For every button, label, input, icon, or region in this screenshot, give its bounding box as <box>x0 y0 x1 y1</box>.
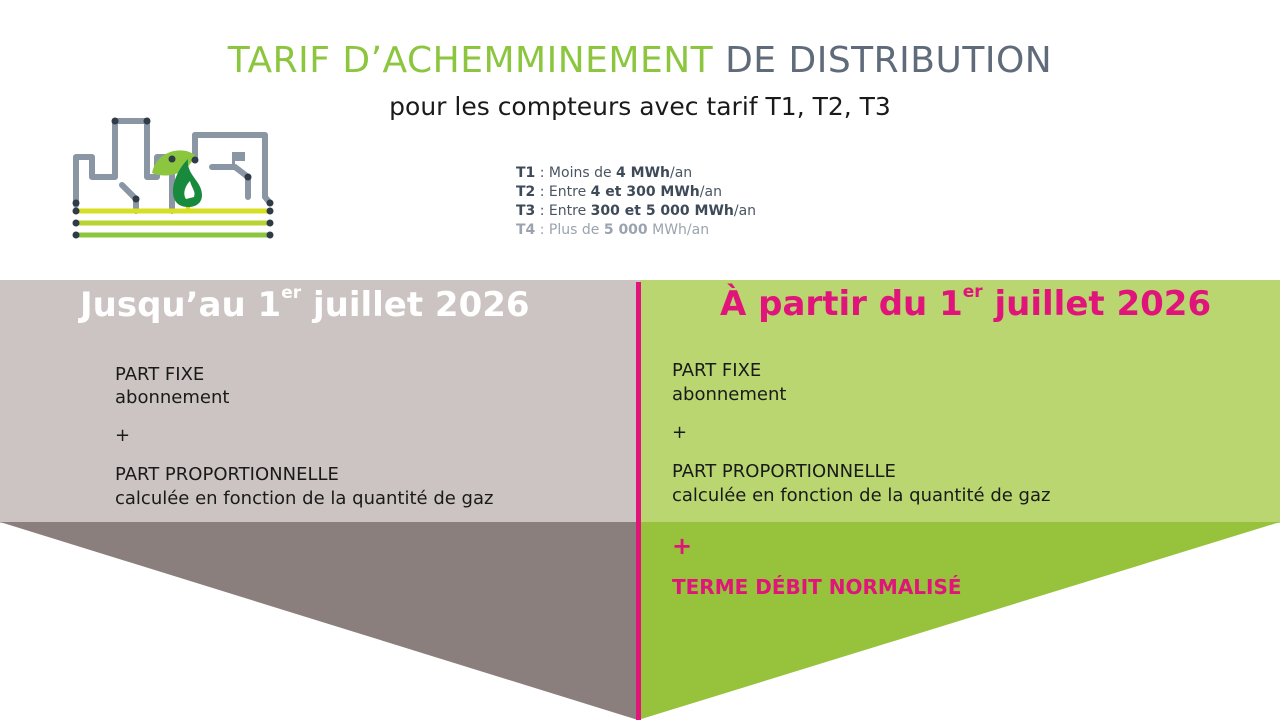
left-plus: + <box>115 425 131 446</box>
left-funnel-triangle <box>0 522 638 720</box>
left-part-prop-desc: calculée en fonction de la quantité de gaz <box>115 488 494 509</box>
page-title <box>0 40 1280 81</box>
legend-row-t1: T1 : Moins de 4 MWh/an <box>516 165 693 181</box>
page-subtitle: pour les compteurs avec tarif T1, T2, T3 <box>389 92 891 121</box>
right-part-fixe-label: PART FIXE <box>672 360 762 381</box>
center-divider <box>636 282 641 720</box>
left-part-fixe-label: PART FIXE <box>115 364 205 385</box>
right-plus: + <box>672 422 688 443</box>
city-gas-network-icon <box>70 115 280 245</box>
legend-row-t2: T2 : Entre 4 et 300 MWh/an <box>516 184 722 200</box>
title-part-green: TARIF D’ACHEMMINEMENT <box>227 40 714 81</box>
left-part-fixe-desc: abonnement <box>115 387 230 408</box>
terme-debit-normalise: TERME DÉBIT NORMALISÉ <box>672 575 962 599</box>
left-part-prop-label: PART PROPORTIONNELLE <box>115 464 339 485</box>
right-part-prop-desc: calculée en fonction de la quantité de gaz <box>672 485 1051 506</box>
legend-row-t4: T4 : Plus de 5 000 MWh/an <box>516 222 710 238</box>
right-plus-new: + <box>672 532 693 560</box>
right-part-prop-label: PART PROPORTIONNELLE <box>672 461 896 482</box>
legend-row-t3: T3 : Entre 300 et 5 000 MWh/an <box>516 203 757 219</box>
left-heading: Jusqu’au 1er juillet 2026 <box>80 283 530 325</box>
title-part-grey: DE DISTRIBUTION <box>725 40 1053 81</box>
right-funnel-triangle <box>638 522 1280 720</box>
right-part-fixe-desc: abonnement <box>672 384 787 405</box>
tariff-legend <box>516 164 756 240</box>
right-heading: À partir du 1er juillet 2026 <box>720 282 1212 324</box>
